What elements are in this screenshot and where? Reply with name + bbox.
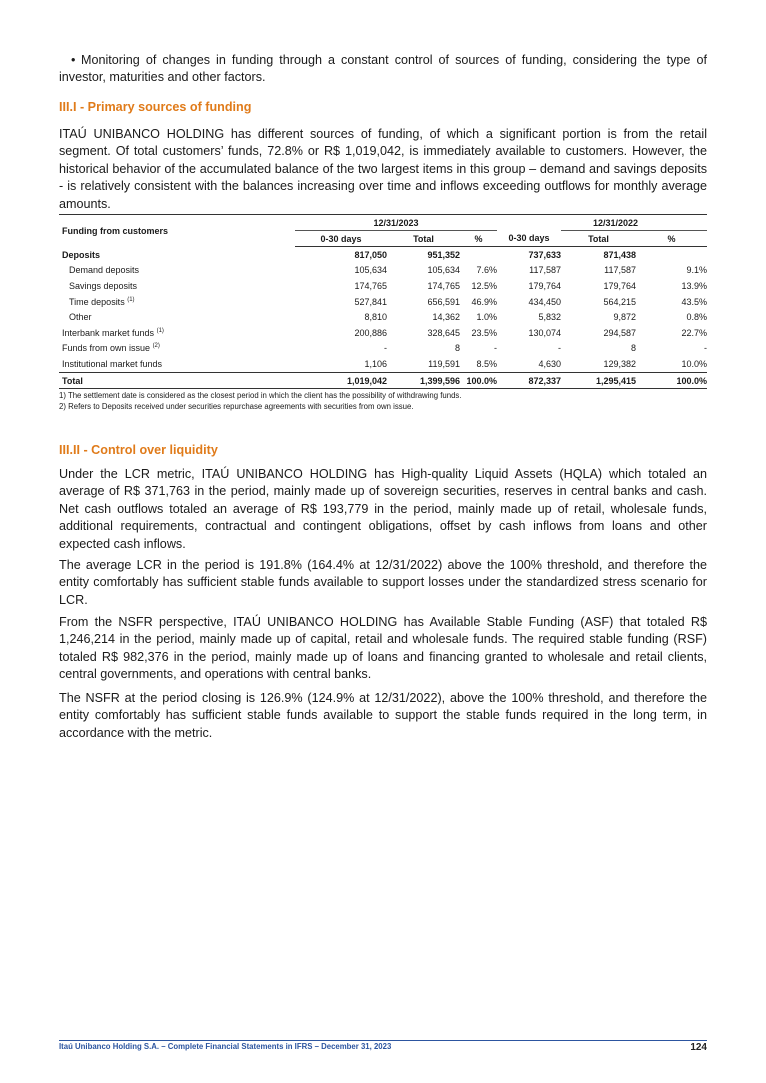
row-label <box>59 278 295 294</box>
table-cell: 8,810 <box>364 312 387 323</box>
table-row-header: Funding from customers <box>59 215 295 247</box>
table-row <box>59 341 707 357</box>
table-cell: 871,438 <box>603 249 636 260</box>
table-cell: 5,832 <box>538 312 561 323</box>
column-header: % <box>460 231 497 247</box>
table-cell: 43.5% <box>681 296 708 307</box>
page-number: 124 <box>690 1042 707 1053</box>
table-cell: 179,764 <box>528 280 561 291</box>
table-cell: 200,886 <box>354 327 387 338</box>
table-cell: 8 <box>630 343 636 354</box>
bullet-text: Monitoring of changes in funding through a constant control of sources of funding, considering the type of investor, maturities and other factors. <box>59 53 707 85</box>
table-cell: 1,106 <box>364 358 387 369</box>
column-header: Total <box>387 231 460 247</box>
footnote-ref: (1) <box>127 296 135 303</box>
row-label <box>59 294 295 310</box>
table-total-row <box>59 372 707 389</box>
period-header-2023: 12/31/2023 <box>295 215 497 231</box>
table-cell: 0.8% <box>686 312 708 323</box>
footer-document-title: Itaú Unibanco Holding S.A. – Complete Financial Statements in IFRS – December 31, 2023 <box>59 1042 392 1051</box>
section-heading-primary-sources: III.I - Primary sources of funding <box>59 100 252 114</box>
table-cell: 951,352 <box>427 249 460 260</box>
footnote: 2) Refers to Deposits received under securities repurchase agreements with securities from own issue. <box>59 402 414 411</box>
table-cell <box>636 247 707 263</box>
row-label <box>59 341 295 357</box>
table-cell: 8 <box>454 343 460 354</box>
footer-rule <box>59 1040 707 1041</box>
table-cell: 117,587 <box>604 265 636 276</box>
primary-sources-paragraph: ITAÚ UNIBANCO HOLDING has different sources of funding, of which a significant portion is from the retail segment. Of total customers’ funds, 72.8% or R$ 1,019,042, is immediately available to customers. However, the historical behavior of the accumulated balance of the two largest items in this group – demand and savings deposits - is relatively consistent with the balances increasing over time and inflows exceeding outflows for monthly average amounts. <box>59 127 707 211</box>
table-cell: 9.1% <box>686 265 708 276</box>
table-cell: 872,337 <box>497 372 561 389</box>
total-label: Total <box>59 372 295 389</box>
period-header-2022: 12/31/2022 <box>561 215 670 231</box>
bullet-dot: • <box>71 53 76 67</box>
bullet-paragraph <box>59 52 707 87</box>
table-cell: 1,019,042 <box>295 372 387 389</box>
table-cell: 294,587 <box>603 327 636 338</box>
table-row <box>59 309 707 325</box>
section-heading-control-liquidity: III.II - Control over liquidity <box>59 443 218 457</box>
table-cell: 10.0% <box>681 358 708 369</box>
table-cell: 119,591 <box>428 358 460 369</box>
table-cell: 129,382 <box>603 358 636 369</box>
table-cell: - <box>558 343 561 354</box>
column-header: Total <box>561 231 636 247</box>
table-body <box>59 247 707 373</box>
table-cell: - <box>384 343 387 354</box>
column-header: % <box>636 231 707 247</box>
table-cell: 817,050 <box>354 249 387 260</box>
table-header-row-periods <box>59 215 707 231</box>
footnote-ref: (2) <box>152 343 160 350</box>
row-label-text: Interbank market funds <box>62 327 155 338</box>
table-cell: 23.5% <box>471 327 497 338</box>
row-label <box>59 247 295 263</box>
table-row <box>59 247 707 263</box>
row-label <box>59 325 295 341</box>
table-cell: 179,764 <box>603 280 636 291</box>
table-cell: 1,399,596 <box>387 372 460 389</box>
table-cell: 13.9% <box>681 280 708 291</box>
table-cell: - <box>704 343 708 354</box>
table-cell: 328,645 <box>427 327 460 338</box>
liquidity-paragraph: The NSFR at the period closing is 126.9% (124.9% at 12/31/2022), above the 100% threshold, and therefore the entity comfortably has sufficient stable funds available to support the stable funds required in the long term, in accordance with the metric. <box>59 691 707 740</box>
table-cell: 14,362 <box>432 312 460 323</box>
table-row <box>59 278 707 294</box>
column-header: 0-30 days <box>497 231 561 247</box>
table-cell: 7.6% <box>476 265 497 276</box>
table-cell: 100.0% <box>460 372 497 389</box>
table-row <box>59 294 707 310</box>
liquidity-paragraph: From the NSFR perspective, ITAÚ UNIBANCO HOLDING has Available Stable Funding (ASF) that totaled R$ 1,246,214 in the period, mainly made up of capital, retail and wholesale funds. The required stable funding (RSF) totaled R$ 982,376 in the period, mainly made up of loans and financing granted to wholesale and retail clients, central governments, and operations with central banks. <box>59 615 707 682</box>
table-cell: 1.0% <box>476 312 497 323</box>
table-row <box>59 325 707 341</box>
table-cell: 105,634 <box>427 265 460 276</box>
table-cell: 656,591 <box>427 296 460 307</box>
row-label-text: Demand deposits <box>69 265 140 276</box>
column-header: 0-30 days <box>295 231 387 247</box>
table-row <box>59 356 707 372</box>
liquidity-paragraph: Under the LCR metric, ITAÚ UNIBANCO HOLDING has High-quality Liquid Assets (HQLA) which totaled an average of R$ 371,763 in the period, mainly made up of sovereign securities, reserves in central banks and cash. Net cash outflows totaled an average of R$ 193,779 in the period, mainly made up of retail, wholesale funds, additional requirements, contractual and contingent obligations, offset by cash inflows from loans and other expected cash inflows. <box>59 467 707 551</box>
liquidity-paragraph: The average LCR in the period is 191.8% (164.4% at 12/31/2022) above the 100% threshold, and therefore the entity comfortably has sufficient stable funds available to support losses under the standardized stress scenario for LCR. <box>59 558 707 607</box>
table-cell: 12.5% <box>471 280 497 291</box>
row-label-text: Savings deposits <box>69 280 138 291</box>
table-cell: 174,765 <box>354 280 387 291</box>
table-cell: 130,074 <box>528 327 561 338</box>
table-cell: 117,587 <box>529 265 561 276</box>
funding-table <box>59 214 707 389</box>
table-cell: 8.5% <box>476 358 497 369</box>
table-row <box>59 263 707 279</box>
row-label <box>59 263 295 279</box>
row-label <box>59 356 295 372</box>
table-cell <box>460 247 497 263</box>
table-footnotes <box>59 390 461 412</box>
table-cell: 1,295,415 <box>561 372 636 389</box>
row-label <box>59 309 295 325</box>
table-cell: 9,872 <box>613 312 636 323</box>
table-cell: 22.7% <box>681 327 708 338</box>
table-cell: 46.9% <box>471 296 497 307</box>
table-cell: 737,633 <box>528 249 561 260</box>
table-cell: 4,630 <box>538 358 561 369</box>
row-label-text: Deposits <box>62 249 101 260</box>
row-label-text: Funds from own issue <box>62 343 151 354</box>
footnote-ref: (1) <box>156 327 164 334</box>
table-cell: - <box>494 343 497 354</box>
row-label-text: Time deposits <box>69 296 125 307</box>
row-label-text: Institutional market funds <box>62 358 163 369</box>
table-cell: 105,634 <box>354 265 387 276</box>
table-cell: 100.0% <box>636 372 707 389</box>
table-cell: 564,215 <box>603 296 636 307</box>
table-cell: 527,841 <box>354 296 387 307</box>
table-cell: 434,450 <box>528 296 561 307</box>
footnote: 1) The settlement date is considered as the closest period in which the client has the possibility of withdrawing funds. <box>59 391 462 400</box>
table-cell: 174,765 <box>427 280 460 291</box>
row-label-text: Other <box>69 312 92 323</box>
